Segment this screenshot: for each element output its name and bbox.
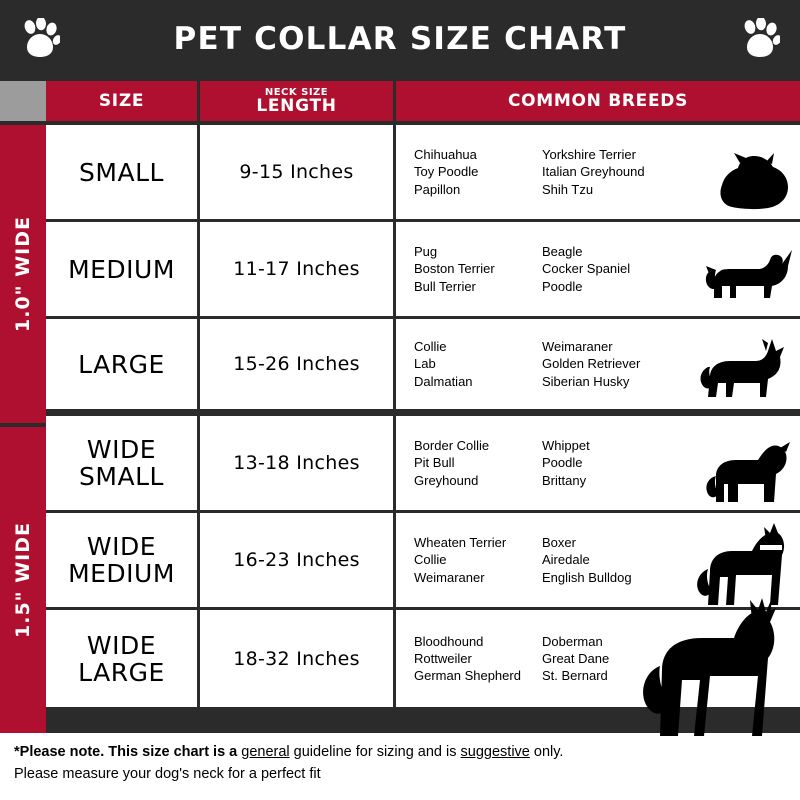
size-label: LARGE: [78, 349, 165, 379]
footer-note: [0, 733, 800, 797]
breed-item: Yorkshire Terrier: [542, 147, 636, 163]
size-label: WIDE: [86, 532, 157, 561]
pitbull-silhouette: [690, 521, 794, 607]
breed-column-1: [414, 146, 542, 197]
breed-item: Rottweiler: [414, 650, 472, 666]
beagle-silhouette: [702, 248, 794, 306]
breed-column-2: [542, 534, 667, 585]
size-label: WIDE: [86, 630, 157, 660]
breed-column-1: [414, 338, 542, 389]
column-header-neck-size: NECK SIZE: [264, 86, 329, 98]
size-label: SMALL: [79, 157, 164, 187]
footer-line-1: [14, 741, 786, 763]
breed-item: Shih Tzu: [542, 181, 594, 197]
table-row: [46, 513, 800, 610]
column-header-size: SIZE: [46, 81, 200, 121]
breed-item: Poodle: [542, 455, 583, 471]
row-breeds-cell: [396, 513, 800, 607]
breed-column-1: [414, 243, 542, 294]
width-group-2: [0, 427, 46, 733]
neck-length-value: 15-26 Inches: [233, 353, 360, 375]
width-group-1-label: 1.0" WIDE: [12, 216, 35, 332]
breed-item: Wheaten Terrier: [414, 535, 507, 551]
breed-item: Weimaraner: [414, 569, 485, 585]
table-header-row: [46, 81, 800, 125]
row-size-cell: [46, 513, 200, 607]
footer-note-text-3: only.: [529, 744, 564, 760]
breed-item: Lab: [414, 356, 436, 372]
width-group-column: [0, 81, 46, 733]
neck-length-value: 18-32 Inches: [233, 647, 360, 670]
breed-item: Siberian Husky: [542, 373, 630, 389]
breed-item: German Shepherd: [414, 668, 521, 684]
breed-column-2: [542, 338, 667, 389]
breed-item: Beagle: [542, 244, 583, 260]
breed-item: Doberman: [542, 633, 603, 649]
breed-item: Boston Terrier: [414, 261, 495, 277]
breed-item: Golden Retriever: [542, 356, 641, 372]
breed-item: Collie: [414, 339, 447, 355]
row-breeds-cell: [396, 319, 800, 409]
breed-column-1: [414, 534, 542, 585]
breed-item: Weimaraner: [542, 339, 613, 355]
row-size-cell: [46, 416, 200, 510]
footer-note-text: *Please note. This size chart is a: [14, 744, 242, 760]
row-size-cell: [46, 319, 200, 409]
row-neck-cell: [200, 319, 396, 409]
bulldog-silhouette: [702, 436, 794, 506]
breed-item: Boxer: [542, 535, 576, 551]
row-neck-cell: [200, 513, 396, 607]
breed-column-2: [542, 243, 667, 294]
breed-item: Pit Bull: [414, 455, 455, 471]
breed-item: Airedale: [542, 552, 590, 568]
row-breeds-cell: [396, 416, 800, 510]
row-size-cell: [46, 610, 200, 707]
pomeranian-silhouette: [714, 149, 794, 211]
breed-item: Border Collie: [414, 438, 490, 454]
row-neck-cell: [200, 125, 396, 219]
breed-column-1: [414, 437, 542, 488]
table-row: [46, 222, 800, 319]
breed-column-2: [542, 146, 667, 197]
retriever-silhouette: [698, 337, 794, 403]
footer-note-text-2: guideline for sizing and is: [289, 744, 461, 760]
breed-column-1: [414, 633, 542, 684]
column-header-neck-length: [200, 81, 396, 121]
row-size-cell: [46, 125, 200, 219]
paw-icon: [740, 18, 780, 60]
row-breeds-cell: [396, 222, 800, 316]
breed-item: St. Bernard: [542, 668, 608, 684]
width-group-1: [0, 125, 46, 427]
breed-item: Cocker Spaniel: [542, 261, 631, 277]
breed-item: Greyhound: [414, 472, 479, 488]
breed-item: Dalmatian: [414, 373, 473, 389]
size-label-line2: SMALL: [79, 462, 164, 491]
breed-item: Collie: [414, 552, 447, 568]
width-group-2-label: 1.5" WIDE: [12, 522, 35, 638]
column-header-length: LENGTH: [256, 95, 337, 116]
size-label-line2: MEDIUM: [68, 559, 175, 588]
neck-length-value: 16-23 Inches: [233, 549, 360, 571]
neck-length-value: 9-15 Inches: [239, 161, 354, 183]
neck-length-value: 13-18 Inches: [233, 452, 360, 474]
size-label-line2: LARGE: [78, 657, 165, 687]
row-breeds-cell: [396, 125, 800, 219]
breed-item: Brittany: [542, 472, 587, 488]
breed-column-2: [542, 437, 667, 488]
table-row: [46, 416, 800, 513]
paw-icon: [20, 18, 60, 60]
size-label: MEDIUM: [68, 254, 175, 284]
row-neck-cell: [200, 610, 396, 707]
row-size-cell: [46, 222, 200, 316]
table-row: [46, 319, 800, 416]
size-label: WIDE: [86, 435, 157, 464]
doberman-silhouette: [626, 598, 786, 738]
footer-line-2: Please measure your dog's neck for a perfect fit: [14, 766, 321, 783]
breed-item: Papillon: [414, 181, 461, 197]
footer-underline-general: general: [241, 744, 290, 760]
column-header-common-breeds: COMMON BREEDS: [396, 81, 800, 121]
breed-item: Bloodhound: [414, 633, 484, 649]
breed-item: Poodle: [542, 278, 583, 294]
page-title: PET COLLAR SIZE CHART: [173, 21, 627, 57]
table-row: [46, 125, 800, 222]
breed-item: Toy Poodle: [414, 164, 479, 180]
breed-item: English Bulldog: [542, 569, 632, 585]
breed-item: Italian Greyhound: [542, 164, 645, 180]
breed-item: Pug: [414, 244, 438, 260]
footer-underline-suggestive: suggestive: [460, 744, 530, 760]
neck-length-value: 11-17 Inches: [233, 258, 360, 280]
breed-item: Chihuahua: [414, 147, 477, 163]
breed-item: Bull Terrier: [414, 278, 476, 294]
breed-item: Whippet: [542, 438, 590, 454]
row-neck-cell: [200, 416, 396, 510]
row-neck-cell: [200, 222, 396, 316]
chart-header: [0, 0, 800, 78]
corner-cell: [0, 81, 46, 125]
breed-item: Great Dane: [542, 650, 610, 666]
